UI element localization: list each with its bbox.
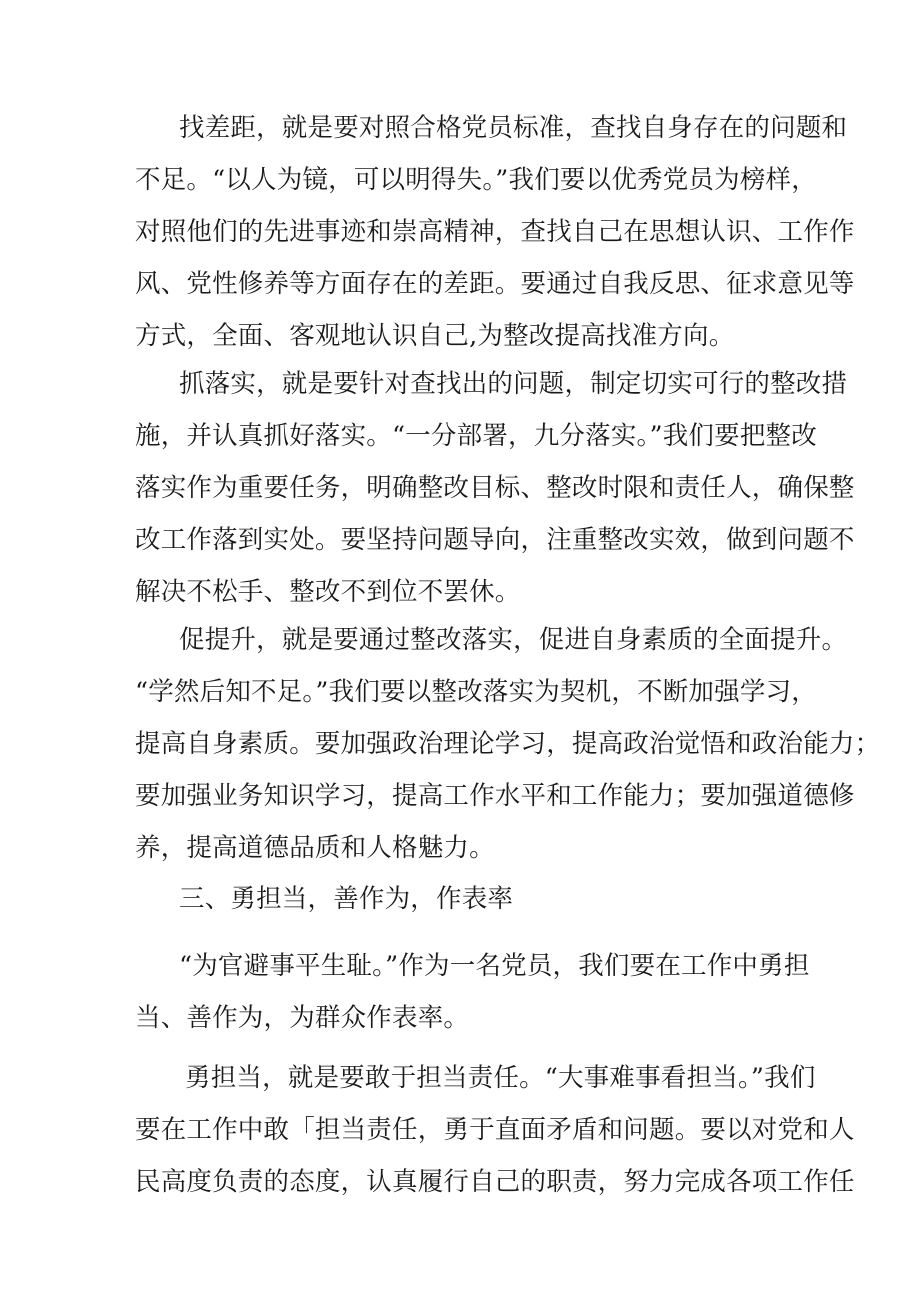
paragraph-implement bbox=[135, 358, 855, 618]
text-line: 要在工作中敢「担当责任，勇于直面矛盾和问题。要以对党和人 bbox=[135, 1115, 855, 1145]
section-heading: 三、勇担当，善作为，作表率 bbox=[179, 884, 514, 914]
text-line: “学然后知不足。”我们要以整改落实为契机，不断加强学习， bbox=[135, 677, 817, 707]
text-line: 勇担当，就是要敢于担当责任。“大事难事看担当。”我们 bbox=[185, 1063, 816, 1093]
text-line: 提高自身素质。要加强政治理论学习，提高政治觉悟和政治能力； bbox=[135, 729, 881, 759]
text-line: 不足。“以人为镜，可以明得失。”我们要以优秀党员为榜样， bbox=[135, 165, 817, 195]
text-line: 对照他们的先进事迹和崇高精神，查找自己在思想认识、工作作 bbox=[135, 217, 855, 247]
text-line: 当、善作为，为群众作表率。 bbox=[135, 1003, 470, 1033]
text-line: 落实作为重要任务，明确整改目标、整改时限和责任人，确保整 bbox=[135, 473, 855, 503]
paragraph-find-gap bbox=[135, 102, 855, 362]
text-line: 解决不松手、整改不到位不罢休。 bbox=[135, 577, 521, 607]
paragraph-improve bbox=[135, 614, 881, 874]
text-line: 风、党性修养等方面存在的差距。要通过自我反思、征求意见等 bbox=[135, 269, 855, 299]
text-line: 民高度负责的态度，认真履行自己的职责，努力完成各项工作任 bbox=[135, 1167, 855, 1197]
paragraph-official-quote bbox=[135, 940, 810, 1044]
text-line: 施，并认真抓好落实。“一分部署，九分落实。”我们要把整改 bbox=[135, 421, 817, 451]
text-line: 方式，全面、客观地认识自己,为整改提高找准方向。 bbox=[135, 321, 735, 351]
text-line: 要加强业务知识学习，提高工作水平和工作能力；要加强道德修 bbox=[135, 781, 855, 811]
text-line: 改工作落到实处。要坚持问题导向，注重整改实效，做到问题不 bbox=[135, 525, 855, 555]
text-line: 找差距，就是要对照合格党员标准，查找自身存在的问题和 bbox=[179, 113, 848, 143]
text-line: 抓落实，就是要针对查找出的问题，制定切实可行的整改措 bbox=[179, 369, 848, 399]
text-line: “为官避事平生耻。”作为一名党员，我们要在工作中勇担 bbox=[179, 951, 810, 981]
text-line: 养，提高道德品质和人格魅力。 bbox=[135, 833, 495, 863]
section-heading-three bbox=[135, 873, 795, 925]
paragraph-take-responsibility bbox=[135, 1052, 855, 1208]
text-line: 促提升，就是要通过整改落实，促进自身素质的全面提升。 bbox=[179, 625, 848, 655]
